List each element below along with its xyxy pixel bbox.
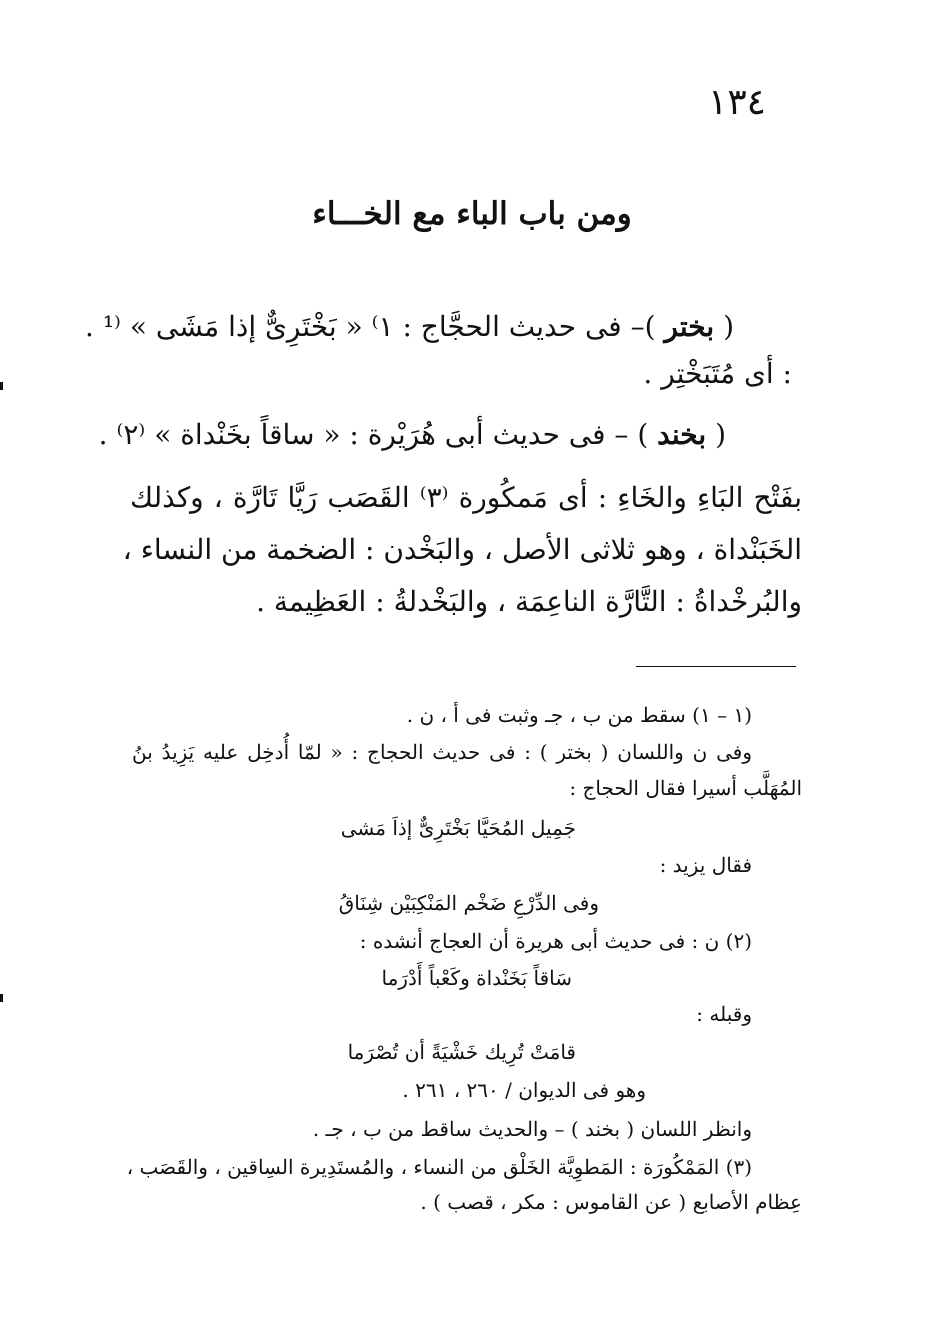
footnote-line: وانظر اللسان ( بخند ) – والحديث ساقط من ب ، جـ .: [312, 1117, 752, 1141]
page-number: ١٣٤: [707, 82, 766, 123]
entry-keyword-bakhnad: بخند: [657, 418, 707, 451]
entry-bakhnad-text-line: الخَبَنْداة ، وهو ثلاثى الأصل ، والبَخْدن : الضخمة من النساء ،: [122, 533, 802, 566]
footnote-verse: جَمِيل المُحَيَّا بَخْتَرِىٌّ إذاَ مَشى: [340, 816, 576, 840]
footnote-verse: وفى الدِّرْعِ ضَخْم المَنْكِبَيْن شِنَاقُ: [338, 891, 599, 915]
footnote-line: المُهَلَّب أسيرا فقال الحجاج :: [569, 776, 802, 800]
entry-bakhtar-line-1: ( بختر )– فى حديث الحجَّاج : ⁨⁽١⁩ « بَخْتَرِىٌّ إذا مَشَى » ⁨¹⁾⁩ .: [85, 310, 734, 343]
footnote-line: وهو فى الديوان / ٢٦٠ ، ٢٦١ .: [402, 1078, 646, 1102]
footnote-verse: قامَتْ تُرِيك خَشْيَةً أن تُصْرَما: [347, 1040, 576, 1064]
entry-bakhnad-text-line: بفَتْح البَاءِ والخَاءِ : أى مَمكُورة ⁽٣⁾ القَصَب رَيَّا تَارَّة ، وكذلك: [130, 481, 802, 514]
entry-bakhtar-line-2: : أى مُتَبَخْتِر .: [643, 357, 792, 390]
footnote-separator: [636, 666, 796, 667]
footnote-line: (٣) المَمْكُورَة : المَطوِيَّة الخَلْق من النساء ، والمُستَدِيرة السِاقين ، والقَصَب ،: [126, 1155, 752, 1179]
section-heading: ومن باب الباء مع الخـــاء: [312, 196, 632, 232]
margin-mark: [0, 382, 3, 390]
entry-keyword-bakhtar: بختر: [664, 310, 715, 343]
footnote-verse: سَاقاً بَخَنْداة وكَعْباً أَدْرَما: [381, 966, 572, 990]
footnote-line: وقبله :: [696, 1002, 752, 1026]
footnote-line: عِظام الأصابع ( عن القاموس : مكر ، قصب ) .: [420, 1190, 802, 1214]
footnote-line: وفى ن واللسان ( بختر ) : فى حديث الحجاج : « لمّا أُدخِل عليه يَزِيدُ بنُ: [132, 740, 752, 764]
entry-bakhnad-text-line: والبُرخْداةُ : التَّارَّة الناعِمَة ، والبَخْدلةُ : العَظِيمة .: [256, 585, 802, 618]
entry-bakhnad-line-1: ( بخند ) – فى حديث أبى هُرَيْرة : « ساقاً بخَنْداة » ⁨⁽٢⁾⁩ .: [98, 418, 726, 451]
footnote-line: فقال يزيد :: [659, 853, 752, 877]
margin-mark: [0, 994, 3, 1002]
footnote-line: (٢) ن : فى حديث أبى هريرة أن العجاج أنشده :: [359, 929, 752, 953]
footnote-line: (١ – ١) سقط من ب ، جـ وثبت فى أ ، ن .: [406, 703, 752, 727]
